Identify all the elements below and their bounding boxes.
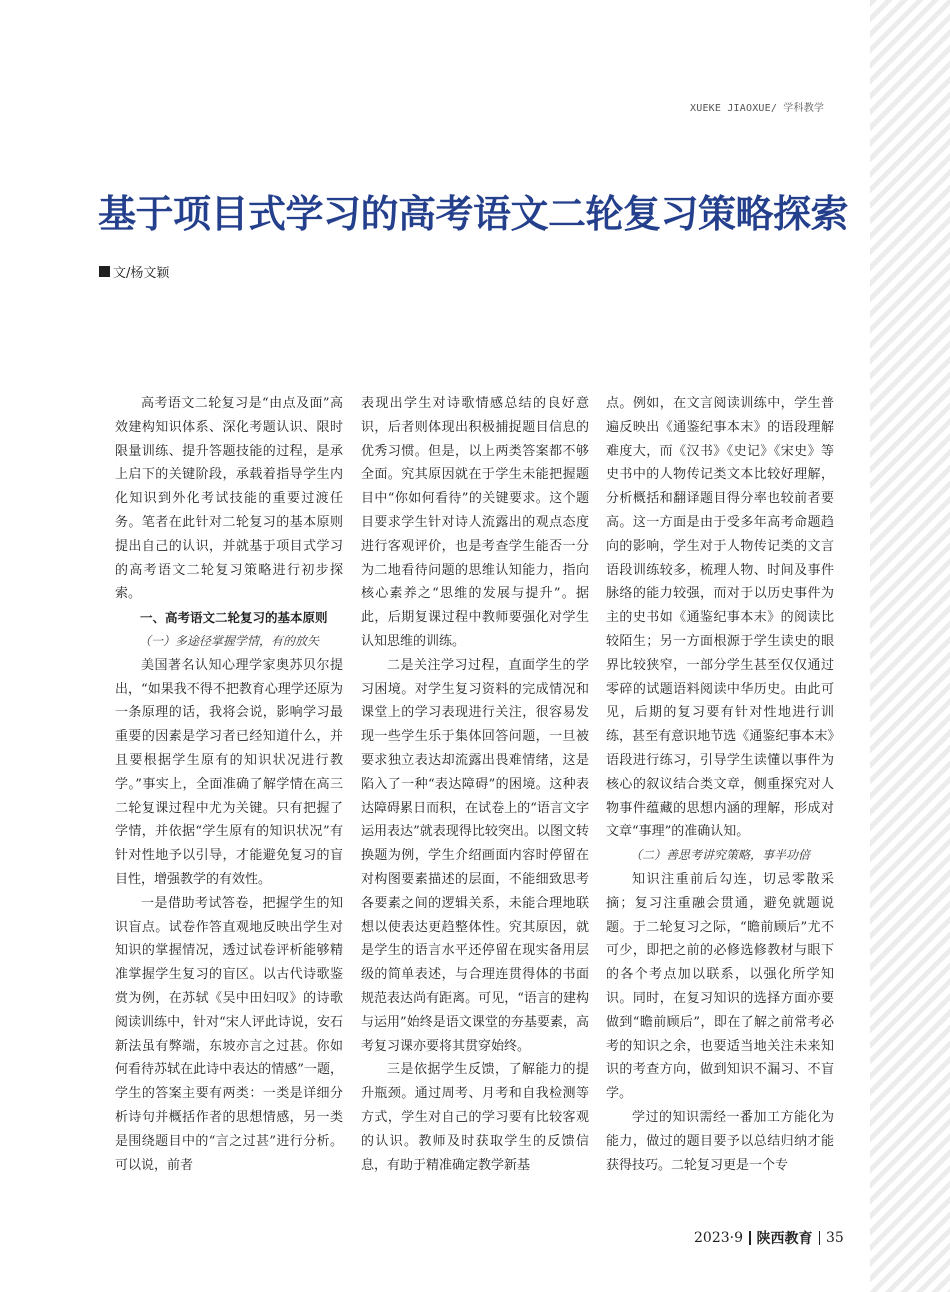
article-title: 基于项目式学习的高考语文二轮复习策略探索	[98, 191, 849, 236]
journal-name: 陕西教育	[756, 1231, 813, 1247]
page-number: 35	[826, 1230, 844, 1246]
running-head: XUEKE JIAOXUE/ 学科教学	[690, 103, 825, 114]
footer-separator	[819, 1231, 821, 1245]
body-paragraph: 三是依据学生反馈，了解能力的提升瓶颈。通过周考、月考和自我检测等方式，学生对自己的学习要有比较客观的认识。教师及时获取学生的反馈信息，有助于精准确定教学新基	[361, 1062, 589, 1173]
text-column-1	[115, 392, 343, 1177]
body-paragraph: 点。例如，在文言阅读训练中，学生普遍反映出《通鉴纪事本末》的语段理解难度大，而《汉书》《史记》《宋史》等史书中的人物传记类文本比较好理解，分析概括和翻译题目得分率也较前者要高。这一方面是由于受多年高考命题趋向的影响，学生对于人物传记类的文言语段训练较多，梳理人物、时间及事件脉络的能力较强，而对于以历史事件为主的史书如《通鉴纪事本末》的阅读比较陌生；另一方面根源于学生读史的眼界比较狭窄，一部分学生甚至仅仅通过零碎的试题语料阅读中华历史。由此可见，后期的复习要有针对性地进行训练，甚至有意识地节选《通鉴纪事本末》语段进行练习，引导学生读懂以事件为核心的叙议结合类文章，侧重探究对人物事件蕴藏的思想内涵的理解，形成对文章“事理”的准确认知。	[606, 396, 834, 840]
black-square-icon	[99, 266, 110, 277]
body-paragraph: 一是借助考试答卷，把握学生的知识盲点。试卷作答直观地反映出学生对知识的掌握情况，透过试卷评析能够精准掌握学生复习的盲区。以古代诗歌鉴赏为例，在苏轼《吴中田妇叹》的诗歌阅读训练中，针对“宋人评此诗说，安石新法虽有弊端，东坡亦言之过甚。你如何看待苏轼在此诗中表达的情感”一题，学生的答案主要有两类：一类是详细分析诗句并概括作者的思想情感，另一类是围绕题目中的“言之过甚”进行分析。可以说，前者	[115, 895, 343, 1173]
body-paragraph: 表现出学生对诗歌情感总结的良好意识，后者则体现出积极捕捉题目信息的优秀习惯。但是，以上两类答案都不够全面。究其原因就在于学生未能把握题目中“你如何看待”的关键要求。这个题目要求学生针对诗人流露出的观点态度进行客观评价，也是考查学生能否一分为二地看待问题的思维认知能力，指向核心素养之“思维的发展与提升”。据此，后期复课过程中教师要强化对学生认知思维的训练。	[361, 396, 589, 649]
footer-separator	[749, 1231, 751, 1245]
body-paragraph: 美国著名认知心理学家奥苏贝尔提出，“如果我不得不把教育心理学还原为一条原理的话，我将会说，影响学习最重要的因素是学习者已经知道什么，并且要根据学生原有的知识状况进行教学。”事实上，全面准确了解学情在高三二轮复课过程中尤为关键。只有把握了学情，并依据“学生原有的知识状况”有针对性地予以引导，才能避免复习的盲目性，增强教学的有效性。	[115, 657, 343, 887]
issue-number: 2023·9	[694, 1230, 743, 1246]
section-heading: 一、高考语文二轮复习的基本原则	[140, 610, 328, 626]
text-column-3	[606, 392, 834, 1177]
body-paragraph: 高考语文二轮复习是“由点及面”高效建构知识体系、深化考题认识、限时限量训练、提升答题技能的过程，是承上启下的关键阶段，承载着指导学生内化知识到外化考试技能的重要过渡任务。笔者在此针对二轮复习的基本原则提出自己的认识，并就基于项目式学习的高考语文二轮复习策略进行初步探索。	[115, 396, 343, 602]
author-name: 文/杨文颖	[113, 266, 170, 281]
page-footer	[694, 1228, 844, 1248]
body-paragraph: 学过的知识需经一番加工方能化为能力，做过的题目要予以总结归纳才能获得技巧。二轮复习更是一个专	[606, 1109, 834, 1173]
body-paragraph: 二是关注学习过程，直面学生的学习困境。对学生复习资料的完成情况和课堂上的学习表现进行关注，很容易发现一些学生乐于集体回答问题，一旦被要求独立表达却流露出畏难情绪，这是陷入了一种“表达障碍”的困境。这种表达障碍累日而积，在试卷上的“语言文字运用表达”就表现得比较突出。以图文转换题为例，学生介绍画面内容时停留在对构图要素描述的层面，不能细致思考各要素之间的逻辑关系，未能合理地联想以使表达更趋整体性。究其原因，就是学生的语言水平还停留在现实备用层级的简单表述，与合理连贯得体的书面规范表达尚有距离。可见，“语言的建构与运用”始终是语文课堂的夯基要素，高考复习课亦要将其贯穿始终。	[361, 657, 589, 1054]
subsection-heading: （二）善思考讲究策略，事半功倍	[630, 848, 811, 863]
subsection-heading: （一）多途径掌握学情，有的放矢	[139, 633, 320, 648]
text-column-2	[361, 392, 589, 1177]
body-paragraph: 知识注重前后勾连，切忌零散采摘；复习注重融会贯通，避免就题说题。于二轮复习之际，“瞻前顾后”尤不可少，即把之前的必修选修教材与眼下的各个考点加以联系，以强化所学知识。同时，在复习知识的选择方面亦要做到“瞻前顾后”，即在了解之前常考必考的知识之余，也要适当地关注未来知识的考查方向，做到知识不漏习、不盲学。	[606, 871, 834, 1102]
byline	[99, 262, 169, 281]
decorative-margin-stripe	[870, 0, 950, 1292]
